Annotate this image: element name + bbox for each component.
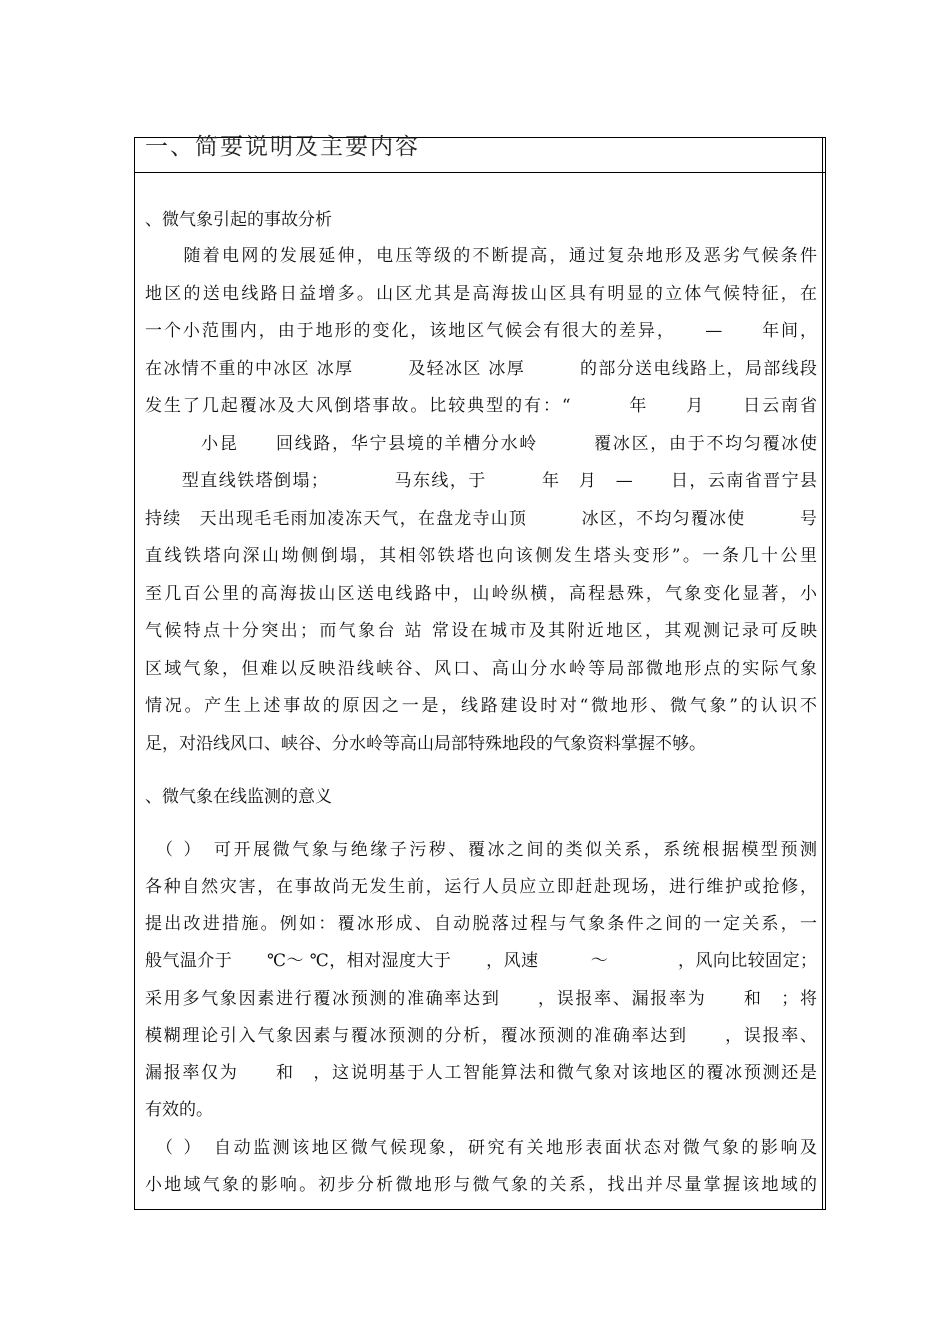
paragraph-line: （ ） 可开展微气象与绝缘子污秽、覆冰之间的类似关系，系统根据模型预测 <box>145 840 817 860</box>
paragraph-line: 在冰情不重的中冰区 冰厚 及轻冰区 冰厚 的部分送电线路上，局部线段 <box>145 359 817 379</box>
subheading-monitoring-significance: 、微气象在线监测的意义 <box>145 787 332 807</box>
paragraph-line: 持续 天出现毛毛雨加凌冻天气，在盘龙寺山顶 冰区，不均匀覆冰使 号 <box>145 509 817 529</box>
subheading-accident-analysis: 、微气象引起的事故分析 <box>145 210 332 230</box>
paragraph-line: 漏报率仅为 和 ，这说明基于人工智能算法和微气象对该地区的覆冰预测还是 <box>145 1063 817 1083</box>
paragraph-line: 各种自然灾害，在事故尚无发生前，运行人员应立即赶赴现场，进行维护或抢修， <box>145 877 817 897</box>
paragraph-line: （ ） 自动监测该地区微气候现象，研究有关地形表面状态对微气象的影响及 <box>145 1138 817 1158</box>
paragraph-line: 小昆 回线路，华宁县境的羊槽分水岭 覆冰区，由于不均匀覆冰使 <box>145 434 817 454</box>
paragraph-line: 小地域气象的影响。初步分析微地形与微气象的关系，找出并尽量掌握该地域的 <box>145 1175 817 1195</box>
paragraph-line: 采用多气象因素进行覆冰预测的准确率达到 ，误报率、漏报率为 和 ；将 <box>145 989 817 1009</box>
paragraph-line: 一个小范围内，由于地形的变化，该地区气候会有很大的差异， — 年间， <box>145 321 817 341</box>
paragraph-line: 足，对沿线风口、峡谷、分水岭等高山局部特殊地段的气象资料掌握不够。 <box>145 734 706 754</box>
section-title: 一、简要说明及主要内容 <box>145 134 420 160</box>
paragraph-line: 至几百公里的高海拔山区送电线路中，山岭纵横，高程悬殊，气象变化显著，小 <box>145 584 817 604</box>
paragraph-line: 发生了几起覆冰及大风倒塔事故。比较典型的有：“ 年 月 日云南省 <box>145 396 817 416</box>
paragraph-line: 有效的。 <box>145 1100 213 1120</box>
paragraph-line: 气候特点十分突出；而气象台 站 常设在城市及其附近地区，其观测记录可反映 <box>145 621 817 641</box>
table-header-row <box>135 134 825 173</box>
paragraph-line: 般气温介于 ℃～ ℃，相对湿度大于 ，风速 ～ ，风向比较固定； <box>145 951 817 971</box>
paragraph-line: 随着电网的发展延伸，电压等级的不断提高，通过复杂地形及恶劣气候条件 <box>145 246 817 266</box>
paragraph-line: 情况。产生上述事故的原因之一是，线路建设时对“微地形、微气象”的认识不 <box>145 696 817 716</box>
paragraph-line: 区域气象，但难以反映沿线峡谷、风口、高山分水岭等局部微地形点的实际气象 <box>145 659 817 679</box>
paragraph-line: 地区的送电线路日益增多。山区尤其是高海拔山区具有明显的立体气候特征，在 <box>145 284 817 304</box>
paragraph-line: 模糊理论引入气象因素与覆冰预测的分析，覆冰预测的准确率达到 ，误报率、 <box>145 1026 817 1046</box>
paragraph-line: 提出改进措施。例如：覆冰形成、自动脱落过程与气象条件之间的一定关系，一 <box>145 914 817 934</box>
paragraph-line: 型直线铁塔倒塌； 马东线，于 年 月 — 日，云南省晋宁县 <box>145 471 817 491</box>
paragraph-line: 直线铁塔向深山坳侧倒塌，其相邻铁塔也向该侧发生塔头变形”。一条几十公里 <box>145 546 817 566</box>
